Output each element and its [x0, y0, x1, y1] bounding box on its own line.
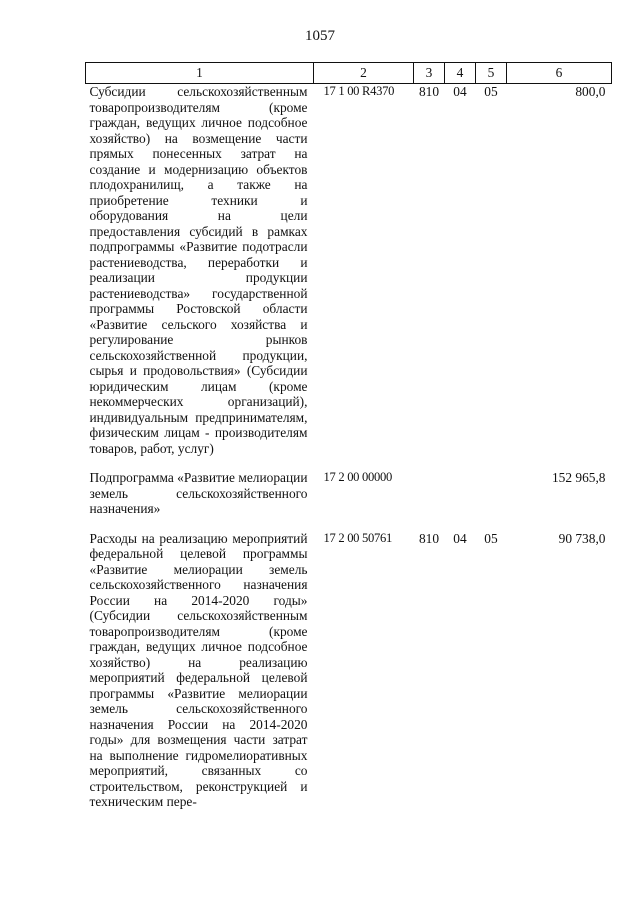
row-col3 [414, 470, 445, 517]
header-cell-2: 2 [314, 63, 414, 84]
row-code: 17 2 00 50761 [323, 530, 393, 545]
row-col3: 810 [418, 530, 440, 546]
header-cell-6: 6 [507, 63, 612, 84]
budget-table [85, 62, 612, 810]
row-code: 17 1 00 R4370 [323, 84, 395, 98]
row-col5: 05 [484, 84, 498, 99]
row-amount: 90 738,0 [558, 530, 606, 546]
header-cell-1: 1 [86, 63, 314, 84]
row-amount: 152 965,8 [551, 470, 606, 485]
row-col4: 04 [453, 84, 467, 99]
header-cell-4: 4 [445, 63, 476, 84]
row-col5 [476, 470, 507, 517]
row-code: 17 2 00 00000 [323, 470, 393, 484]
header-row [86, 63, 612, 84]
row-col5: 05 [484, 530, 498, 546]
table-row [86, 531, 612, 810]
table-row [86, 470, 612, 517]
header-cell-5: 5 [476, 63, 507, 84]
table-row [86, 84, 612, 457]
header-cell-3: 3 [414, 63, 445, 84]
row-col4 [445, 470, 476, 517]
row-name: Расходы на реализацию мероприятий федеральной целевой программы «Развитие мелиорации земель сельскохозяйственного назначения России на 2014-2020 годы» (Субсидии сельскохозяйственным товаропроизводителям (кроме граждан, ведущих личное подсобное хозяйство) на реализацию мероприятий федеральной целевой программы «Развитие мелиорации земель сельскохозяйственного назначения России на 2014-2020 годы» для возмещения части затрат на выполнение гидромелиоративных мероприятий, связанных со строительством, реконструкцией и техническим пере- [89, 530, 308, 809]
row-col3: 810 [418, 84, 440, 99]
row-amount: 800,0 [575, 84, 606, 99]
row-col4: 04 [453, 530, 467, 546]
row-name: Субсидии сельскохозяйственным товаропроизводителям (кроме граждан, ведущих личное подсобное хозяйство) на возмещение части прямых понесенных затрат на создание и модернизацию объектов плодохранилищ, а также на приобретение техники и оборудования на цели предоставления субсидий в рамках подпрограммы «Развитие подотрасли растениеводства, переработки и реализации продукции растениеводства» государственной программы Ростовской области «Развитие сельского хозяйства и регулирование рынков сельскохозяйственной продукции, сырья и продовольствия» (Субсидии юридическим лицам (кроме некоммерческих организаций), индивидуальным предпринимателям, физическим лицам - производителям товаров, работ, услуг) [89, 84, 308, 456]
page-number: 1057 [305, 28, 335, 44]
row-name: Подпрограмма «Развитие мелиорации земель сельскохозяйственного назначения» [89, 470, 308, 516]
